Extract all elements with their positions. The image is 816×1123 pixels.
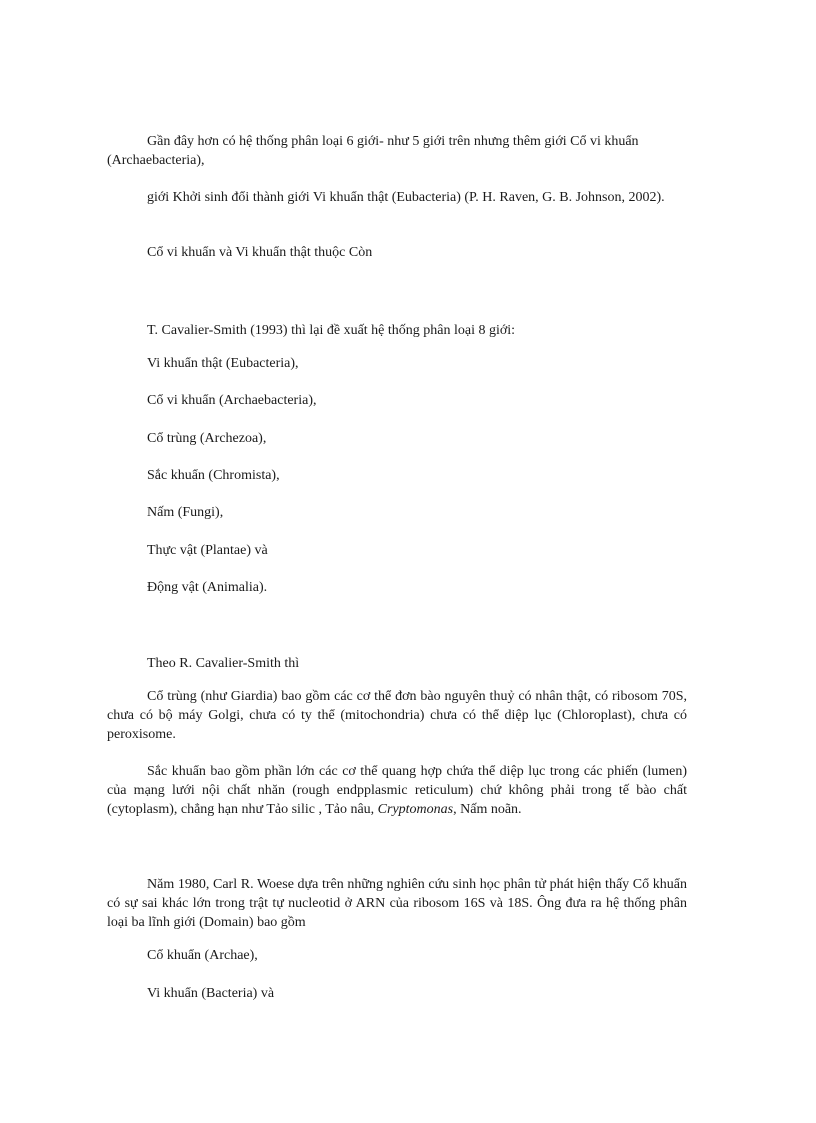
paragraph-archae-eubacteria: Cổ vi khuẩn và Vi khuẩn thật thuộc Còn — [147, 245, 373, 260]
list-item-kingdom: Sắc khuẩn (Chromista), — [147, 468, 280, 483]
list-item-kingdom: Cổ vi khuẩn (Archaebacteria), — [147, 393, 317, 408]
paragraph-cavalier-smith-8: T. Cavalier-Smith (1993) thì lại đề xuất hệ thống phân loại 8 giới: — [147, 323, 516, 338]
list-item-domain: Vi khuẩn (Bacteria) và — [147, 986, 275, 1001]
chromista-text: Sắc khuẩn bao gồm phần lớn các cơ thể quang hợp chứa thể diệp lục trong các phiến (lumen) của mạng lưới nội chất nhăn (rough endpplasmic reticulum) chứ không phải trong tế bào chất (cytoplasm), chẳng hạn như Tảo silic , Tảo nâu, — [107, 764, 687, 817]
cryptomonas-italic: Cryptomonas — [377, 802, 454, 817]
list-item-kingdom: Cổ trùng (Archezoa), — [147, 431, 267, 446]
paragraph-khoi-sinh: giới Khởi sinh đổi thành giới Vi khuẩn thật (Eubacteria) (P. H. Raven, G. B. Johnson, 2002). — [147, 190, 665, 205]
paragraph-archezoa: Cổ trùng (như Giardia) bao gồm các cơ thể đơn bào nguyên thuỷ có nhân thật, có ribosom 70S, chưa có bộ máy Golgi, chưa có ty thể (mitochondria) chưa có thể diệp lục (Chloroplast), chưa có peroxisome. — [107, 689, 687, 742]
paragraph-woese: Năm 1980, Carl R. Woese dựa trên những nghiên cứu sinh học phân tử phát hiện thấy Cổ khuẩn có sự sai khác lớn trong trật tự nucleotid ở ARN của ribosom 16S và 18S. Ông đưa ra hệ thống phân loại ba lĩnh giới (Domain) bao gồm — [107, 877, 687, 930]
paragraph-theo-cavalier: Theo R. Cavalier-Smith thì — [147, 656, 300, 671]
chromista-text-end: , Nấm noãn. — [453, 802, 522, 817]
paragraph-chromista — [107, 762, 687, 819]
list-item-kingdom: Động vật (Animalia). — [147, 580, 268, 595]
list-item-domain: Cổ khuẩn (Archae), — [147, 948, 258, 963]
list-item-kingdom: Thực vật (Plantae) và — [147, 543, 268, 558]
list-item-kingdom: Nấm (Fungi), — [147, 505, 224, 520]
list-item-kingdom: Vi khuẩn thật (Eubacteria), — [147, 356, 299, 371]
paragraph-six-kingdoms: Gần đây hơn có hệ thống phân loại 6 giới- như 5 giới trên nhưng thêm giới Cổ vi khuẩn (Archaebacteria), — [107, 134, 639, 168]
